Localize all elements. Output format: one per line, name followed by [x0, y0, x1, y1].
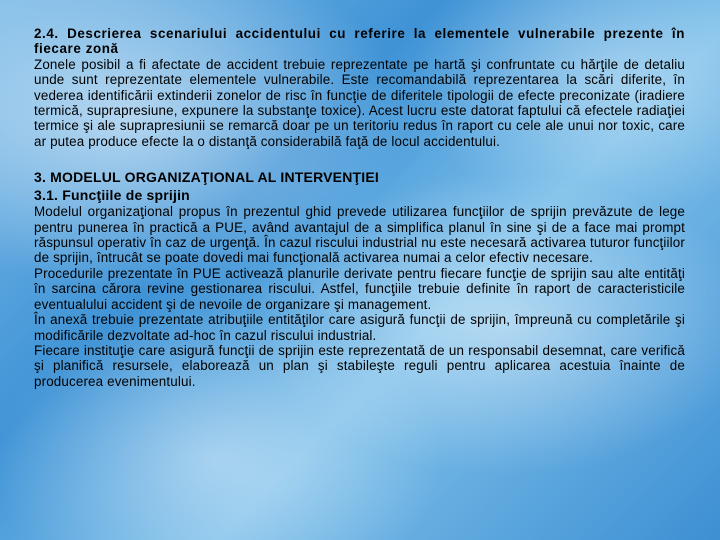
section-3-1-subheading: 3.1. Funcţiile de sprijin — [34, 186, 190, 203]
section-2-4-title: 2.4. Descrierea scenariului accidentului cu referire la elementele vulnerabile prezente în fiecare zonă — [34, 26, 685, 57]
slide-content — [34, 26, 685, 389]
section-3-1-body — [34, 204, 685, 389]
section-2-4-body: Zonele posibil a fi afectate de accident trebuie reprezentate pe hartă şi confruntate cu hărţile de detaliu unde sunt reprezentate elementele vulnerabile. Este recomandabilă reprezentarea la scări diferite, în vederea identificării extinderii zonelor de risc în funcţie de diferitele tipologii de efecte preconizate (iradiere termică, suprapresiune, expunere la substanţe toxice). Acest lucru este datorat faptului că efectele radiaţiei termice şi ale suprapresiunii se remarcă doar pe un teritoriu redus în raport cu cele ale unui nor toxic, care ar putea produce efecte la o distanţă considerabilă faţă de locul accidentului. — [34, 56, 685, 149]
section-3-heading: 3. MODELUL ORGANIZAŢIONAL AL INTERVENŢIEI — [34, 169, 379, 186]
section-spacer — [34, 149, 685, 169]
paragraph-organizational-model: Modelul organizaţional propus în prezentul ghid prevede utilizarea funcţiilor de sprijin prevăzute de lege pentru punerea în practică a PUE, având avantajul de a simplifica planul în sine şi de a face mai prompt răspunsul operativ în caz de urgenţă. În cazul riscului industrial nu este necesară activarea tuturor funcţiilor de sprijin, întrucât se poate dovedi mai funcţională activarea numai a celor efectiv necesare. — [34, 204, 685, 266]
paragraph-annex: În anexă trebuie prezentate atribuţiile entităţilor care asigură funcţii de sprijin, împreună cu completările şi modificările dezvoltate ad-hoc în cazul riscului industrial. — [34, 312, 685, 343]
paragraph-institutions: Fiecare instituţie care asigură funcţii de sprijin este reprezentată de un responsabil desemnat, care verifică şi planifică resursele, elaborează un plan şi stabileşte reguli pentru aplicarea acestuia înainte de producerea evenimentului. — [34, 342, 685, 389]
paragraph-procedures: Procedurile prezentate în PUE activează planurile derivate pentru fiecare funcţie de sprijin sau alte entităţi în sarcina cărora revine gestionarea riscului. Astfel, funcţiile trebuie definite în raport de caracteristicile eventualului accident şi de nevoile de organizare şi management. — [34, 265, 685, 312]
